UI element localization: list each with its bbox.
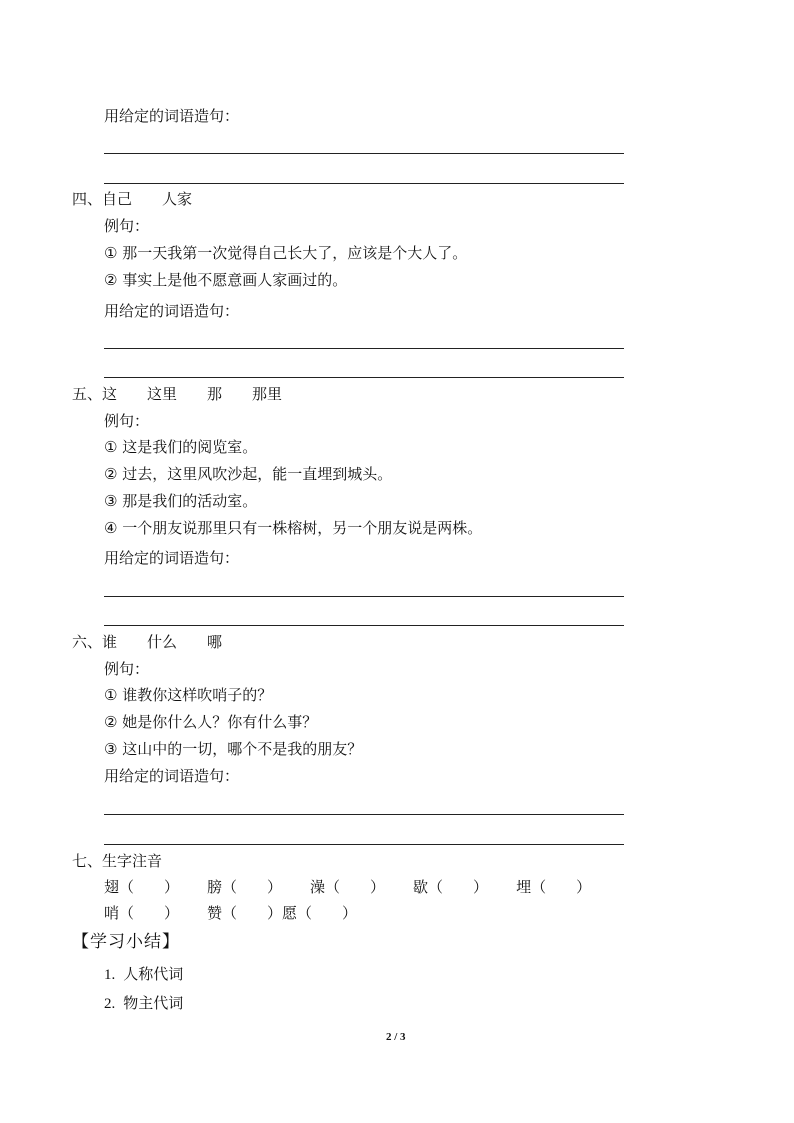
sentence-prompt: 用给定的词语造句： <box>104 767 240 785</box>
sentence-prompt: 用给定的词语造句： <box>104 107 240 125</box>
phonetic-item: 膀（ ） <box>207 878 283 896</box>
example-sentence: ① 这是我们的阅览室。 <box>104 438 258 456</box>
phonetic-row <box>104 903 357 923</box>
heading-word: 什么 <box>147 633 178 651</box>
phonetic-row <box>104 877 591 897</box>
summary-item <box>104 993 183 1014</box>
section-heading-4 <box>72 189 192 209</box>
example-sentence: ② 事实上是他不愿意画人家画过的。 <box>104 271 348 289</box>
heading-word: 哪 <box>207 633 223 651</box>
phonetic-item: 赞（ ） <box>207 904 283 922</box>
phonetic-item: 哨（ ） <box>104 904 180 922</box>
heading-text: 六、谁 <box>72 633 118 651</box>
section-heading-6 <box>72 632 222 652</box>
summary-item-text: 物主代词 <box>123 994 184 1012</box>
heading-text: 五、这 <box>72 385 118 403</box>
summary-item-number: 2. <box>104 996 116 1012</box>
summary-heading: 【学习小结】 <box>72 932 180 952</box>
heading-word: 那 <box>207 385 223 403</box>
answer-line[interactable] <box>104 348 624 349</box>
example-sentence: ③ 那是我们的活动室。 <box>104 492 258 510</box>
answer-line[interactable] <box>104 844 624 845</box>
heading-text: 四、自己 <box>72 190 133 208</box>
heading-word: 这里 <box>147 385 178 403</box>
sentence-prompt: 用给定的词语造句： <box>104 549 240 567</box>
summary-item-text: 人称代词 <box>123 965 184 983</box>
summary-item-number: 1. <box>104 967 116 983</box>
section-heading-7: 七、生字注音 <box>72 852 163 870</box>
phonetic-item: 埋（ ） <box>516 878 592 896</box>
example-sentence: ② 她是你什么人？你有什么事？ <box>104 713 318 731</box>
phonetic-item: 澡（ ） <box>310 878 386 896</box>
sentence-prompt: 用给定的词语造句： <box>104 302 240 320</box>
answer-line[interactable] <box>104 183 624 184</box>
phonetic-item: 歇（ ） <box>413 878 489 896</box>
example-label: 例句： <box>104 217 150 235</box>
phonetic-item: 愿（ ） <box>282 904 358 922</box>
example-sentence: ① 谁教你这样吹哨子的？ <box>104 686 273 704</box>
answer-line[interactable] <box>104 814 624 815</box>
summary-item <box>104 964 183 985</box>
answer-line[interactable] <box>104 153 624 154</box>
example-sentence: ④ 一个朋友说那里只有一株榕树，另一个朋友说是两株。 <box>104 519 483 537</box>
example-label: 例句： <box>104 412 150 430</box>
phonetic-item: 翅（ ） <box>104 878 180 896</box>
page-number: 2 / 3 <box>386 1031 406 1043</box>
example-sentence: ① 那一天我第一次觉得自己长大了，应该是个大人了。 <box>104 244 468 262</box>
heading-word: 那里 <box>252 385 283 403</box>
example-sentence: ③ 这山中的一切，哪个不是我的朋友？ <box>104 740 363 758</box>
example-label: 例句： <box>104 660 150 678</box>
heading-word: 人家 <box>162 190 193 208</box>
section-heading-5 <box>72 384 282 404</box>
example-sentence: ② 过去，这里风吹沙起，能一直埋到城头。 <box>104 465 393 483</box>
answer-line[interactable] <box>104 377 624 378</box>
answer-line[interactable] <box>104 625 624 626</box>
answer-line[interactable] <box>104 596 624 597</box>
